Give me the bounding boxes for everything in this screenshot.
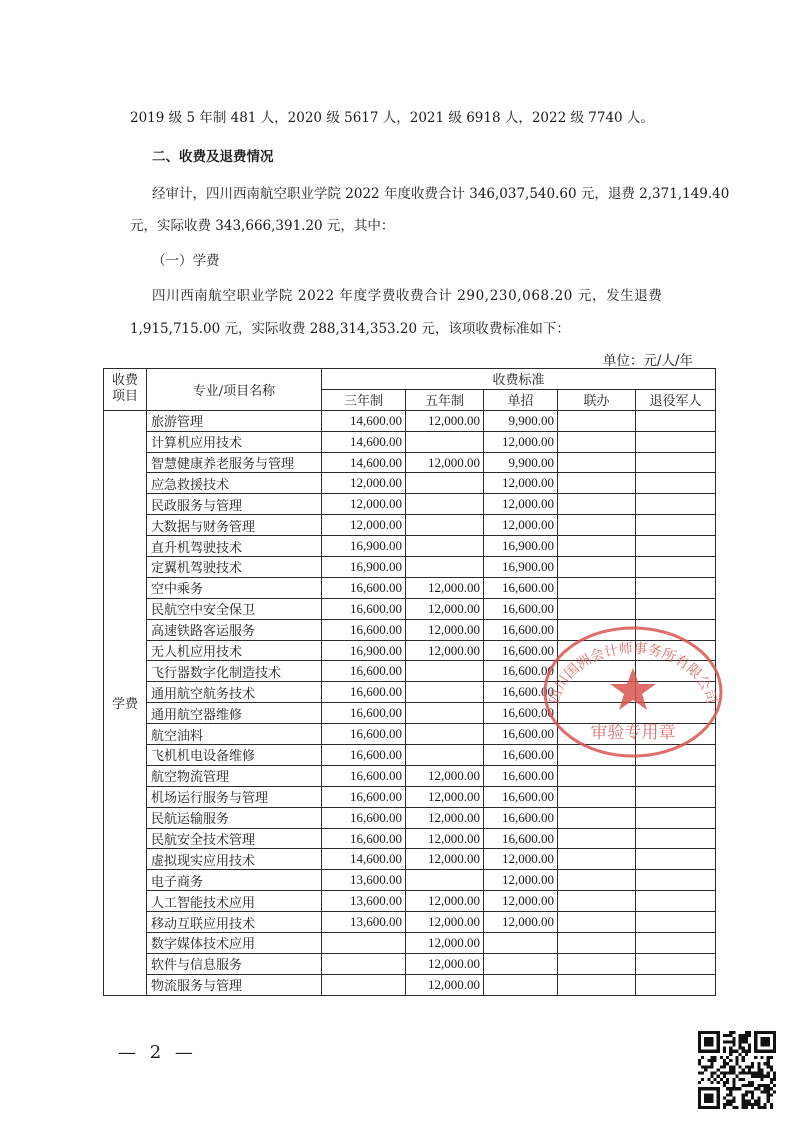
fee-value-cell: 12,000.00 bbox=[322, 515, 406, 536]
fee-value-cell bbox=[558, 473, 636, 494]
fee-value-cell: 14,600.00 bbox=[322, 849, 406, 870]
program-name-cell: 高速铁路客运服务 bbox=[147, 619, 322, 640]
fee-value-cell bbox=[636, 870, 716, 891]
fee-value-cell: 12,000.00 bbox=[484, 494, 558, 515]
program-name-cell: 数字媒体技术应用 bbox=[147, 933, 322, 954]
fee-value-cell bbox=[636, 786, 716, 807]
fee-value-cell: 13,600.00 bbox=[322, 870, 406, 891]
fee-value-cell: 12,000.00 bbox=[406, 619, 484, 640]
table-row bbox=[104, 765, 716, 786]
fee-value-cell: 9,900.00 bbox=[484, 452, 558, 473]
program-name-cell: 人工智能技术应用 bbox=[147, 891, 322, 912]
fee-value-cell: 16,600.00 bbox=[322, 577, 406, 598]
fee-value-cell bbox=[636, 953, 716, 974]
fee-value-cell: 16,900.00 bbox=[322, 536, 406, 557]
fee-value-cell: 12,000.00 bbox=[484, 431, 558, 452]
fee-value-cell: 12,000.00 bbox=[484, 912, 558, 933]
fee-value-cell bbox=[558, 807, 636, 828]
program-name-cell: 物流服务与管理 bbox=[147, 974, 322, 995]
fee-value-cell bbox=[636, 473, 716, 494]
fee-value-cell bbox=[406, 494, 484, 515]
fee-value-cell: 12,000.00 bbox=[406, 765, 484, 786]
header-fee-item: 收费项目 bbox=[104, 369, 147, 411]
fee-value-cell: 14,600.00 bbox=[322, 452, 406, 473]
fee-value-cell: 12,000.00 bbox=[322, 494, 406, 515]
fee-value-cell bbox=[406, 682, 484, 703]
fee-value-cell bbox=[558, 598, 636, 619]
fee-value-cell: 14,600.00 bbox=[322, 431, 406, 452]
fee-value-cell: 16,900.00 bbox=[484, 557, 558, 578]
fee-value-cell: 12,000.00 bbox=[484, 849, 558, 870]
program-name-cell: 旅游管理 bbox=[147, 410, 322, 431]
program-name-cell: 软件与信息服务 bbox=[147, 953, 322, 974]
table-row bbox=[104, 912, 716, 933]
page-number: — 2 — bbox=[118, 1042, 197, 1063]
fee-value-cell: 16,600.00 bbox=[322, 807, 406, 828]
fee-value-cell: 12,000.00 bbox=[406, 577, 484, 598]
table-row bbox=[104, 870, 716, 891]
fee-value-cell: 16,600.00 bbox=[484, 619, 558, 640]
fee-value-cell bbox=[636, 598, 716, 619]
table-row bbox=[104, 473, 716, 494]
fee-value-cell: 16,900.00 bbox=[322, 640, 406, 661]
fee-value-cell: 16,900.00 bbox=[322, 557, 406, 578]
fee-value-cell bbox=[558, 786, 636, 807]
fee-value-cell bbox=[558, 933, 636, 954]
fee-value-cell bbox=[558, 452, 636, 473]
fee-value-cell: 16,600.00 bbox=[322, 786, 406, 807]
fee-value-cell bbox=[636, 494, 716, 515]
fee-value-cell: 9,900.00 bbox=[484, 410, 558, 431]
program-name-cell: 通用航空器维修 bbox=[147, 703, 322, 724]
fee-value-cell bbox=[406, 515, 484, 536]
fee-value-cell: 16,600.00 bbox=[322, 765, 406, 786]
fee-value-cell bbox=[558, 410, 636, 431]
fee-value-cell: 12,000.00 bbox=[406, 974, 484, 995]
fee-value-cell: 16,900.00 bbox=[484, 536, 558, 557]
program-name-cell: 应急救援技术 bbox=[147, 473, 322, 494]
fee-value-cell: 16,600.00 bbox=[322, 724, 406, 745]
fee-value-cell bbox=[558, 577, 636, 598]
fee-value-cell bbox=[636, 765, 716, 786]
header-veteran: 退役军人 bbox=[636, 389, 716, 410]
fee-value-cell bbox=[484, 953, 558, 974]
fee-value-cell bbox=[558, 828, 636, 849]
fee-value-cell: 16,600.00 bbox=[484, 828, 558, 849]
fee-value-cell: 12,000.00 bbox=[484, 891, 558, 912]
fee-value-cell bbox=[636, 828, 716, 849]
fee-value-cell bbox=[558, 536, 636, 557]
fee-value-cell: 13,600.00 bbox=[322, 912, 406, 933]
svg-text:审验专用章: 审验专用章 bbox=[590, 723, 676, 743]
table-row bbox=[104, 891, 716, 912]
table-row bbox=[104, 536, 716, 557]
fee-value-cell bbox=[636, 891, 716, 912]
header-single-enroll: 单招 bbox=[484, 389, 558, 410]
body-text-line-4: 四川西南航空职业学院 2022 年度学费收费合计 290,230,068.20 元，发生退费 bbox=[152, 288, 663, 304]
table-row bbox=[104, 849, 716, 870]
fee-value-cell: 16,600.00 bbox=[484, 682, 558, 703]
program-name-cell: 电子商务 bbox=[147, 870, 322, 891]
fee-value-cell bbox=[406, 431, 484, 452]
fee-value-cell bbox=[636, 807, 716, 828]
program-name-cell: 机场运行服务与管理 bbox=[147, 786, 322, 807]
fee-value-cell bbox=[558, 765, 636, 786]
fee-value-cell bbox=[484, 974, 558, 995]
program-name-cell: 民航运输服务 bbox=[147, 807, 322, 828]
header-five-year: 五年制 bbox=[406, 389, 484, 410]
fee-value-cell bbox=[558, 849, 636, 870]
table-row bbox=[104, 431, 716, 452]
fee-value-cell: 12,000.00 bbox=[406, 786, 484, 807]
fee-value-cell bbox=[322, 953, 406, 974]
body-text-line-5: 1,915,715.00 元，实际收费 288,314,353.20 元，该项收费标准如下： bbox=[130, 321, 570, 337]
program-name-cell: 民政服务与管理 bbox=[147, 494, 322, 515]
program-name-cell: 直升机驾驶技术 bbox=[147, 536, 322, 557]
fee-value-cell bbox=[406, 536, 484, 557]
fee-value-cell: 12,000.00 bbox=[406, 807, 484, 828]
table-row bbox=[104, 807, 716, 828]
body-text-line-1: 2019 级 5 年制 481 人，2020 级 5617 人，2021 级 6918 人，2022 级 7740 人。 bbox=[130, 110, 654, 126]
fee-value-cell bbox=[406, 724, 484, 745]
body-text-line-3: 元，实际收费 343,666,391.20 元，其中： bbox=[130, 218, 395, 234]
fee-value-cell bbox=[406, 661, 484, 682]
fee-value-cell: 16,600.00 bbox=[484, 807, 558, 828]
fee-value-cell bbox=[558, 431, 636, 452]
fee-value-cell bbox=[558, 953, 636, 974]
fee-value-cell bbox=[406, 703, 484, 724]
fee-value-cell bbox=[484, 933, 558, 954]
program-name-cell: 飞机机电设备维修 bbox=[147, 745, 322, 766]
fee-value-cell bbox=[636, 974, 716, 995]
body-text-line-2: 经审计，四川西南航空职业学院 2022 年度收费合计 346,037,540.60 元，退费 2,371,149.40 bbox=[152, 186, 730, 202]
table-row bbox=[104, 515, 716, 536]
fee-value-cell bbox=[558, 515, 636, 536]
fee-value-cell: 16,600.00 bbox=[484, 640, 558, 661]
program-name-cell: 民航安全技术管理 bbox=[147, 828, 322, 849]
fee-value-cell bbox=[558, 912, 636, 933]
table-row bbox=[104, 953, 716, 974]
fee-value-cell bbox=[636, 452, 716, 473]
header-three-year: 三年制 bbox=[322, 389, 406, 410]
table-row bbox=[104, 410, 716, 431]
fee-value-cell: 12,000.00 bbox=[322, 473, 406, 494]
fee-value-cell: 16,600.00 bbox=[322, 745, 406, 766]
subsection-heading: （一）学费 bbox=[152, 253, 220, 269]
table-row bbox=[104, 828, 716, 849]
fee-value-cell bbox=[558, 974, 636, 995]
fee-value-cell bbox=[636, 557, 716, 578]
fee-value-cell: 16,600.00 bbox=[484, 765, 558, 786]
fee-value-cell: 12,000.00 bbox=[406, 891, 484, 912]
header-fee-standard: 收费标准 bbox=[322, 369, 716, 390]
table-row bbox=[104, 557, 716, 578]
fee-value-cell: 16,600.00 bbox=[322, 661, 406, 682]
seal-star-icon bbox=[610, 668, 656, 710]
fee-value-cell: 16,600.00 bbox=[322, 703, 406, 724]
fee-value-cell bbox=[406, 870, 484, 891]
fee-value-cell: 16,600.00 bbox=[484, 661, 558, 682]
fee-value-cell: 16,600.00 bbox=[484, 724, 558, 745]
program-name-cell: 航空物流管理 bbox=[147, 765, 322, 786]
program-name-cell: 民航空中安全保卫 bbox=[147, 598, 322, 619]
program-name-cell: 移动互联应用技术 bbox=[147, 912, 322, 933]
fee-value-cell: 16,600.00 bbox=[484, 745, 558, 766]
fee-value-cell: 16,600.00 bbox=[322, 682, 406, 703]
fee-value-cell bbox=[636, 536, 716, 557]
header-program-name: 专业/项目名称 bbox=[147, 369, 322, 411]
fee-value-cell bbox=[558, 557, 636, 578]
fee-value-cell: 16,600.00 bbox=[484, 703, 558, 724]
fee-value-cell: 16,600.00 bbox=[322, 828, 406, 849]
header-joint: 联办 bbox=[558, 389, 636, 410]
fee-value-cell: 12,000.00 bbox=[406, 410, 484, 431]
table-row bbox=[104, 577, 716, 598]
table-row bbox=[104, 933, 716, 954]
fee-value-cell: 12,000.00 bbox=[406, 849, 484, 870]
program-name-cell: 计算机应用技术 bbox=[147, 431, 322, 452]
program-name-cell: 通用航空航务技术 bbox=[147, 682, 322, 703]
table-header-row-1 bbox=[104, 369, 716, 390]
svg-text:四川国洲会计师事务所有限公司: 四川国洲会计师事务所有限公司 bbox=[547, 640, 719, 706]
program-name-cell: 无人机应用技术 bbox=[147, 640, 322, 661]
fee-value-cell: 16,600.00 bbox=[484, 598, 558, 619]
fee-value-cell: 12,000.00 bbox=[484, 870, 558, 891]
table-row bbox=[104, 786, 716, 807]
audit-seal-stamp bbox=[538, 620, 728, 758]
fee-category-cell: 学费 bbox=[104, 410, 147, 995]
fee-value-cell: 16,600.00 bbox=[322, 598, 406, 619]
fee-value-cell bbox=[322, 933, 406, 954]
fee-value-cell: 12,000.00 bbox=[406, 953, 484, 974]
fee-value-cell: 16,600.00 bbox=[484, 786, 558, 807]
fee-value-cell bbox=[636, 431, 716, 452]
fee-value-cell bbox=[558, 891, 636, 912]
fee-value-cell bbox=[558, 494, 636, 515]
program-name-cell: 大数据与财务管理 bbox=[147, 515, 322, 536]
fee-value-cell bbox=[636, 933, 716, 954]
fee-value-cell bbox=[406, 473, 484, 494]
fee-value-cell bbox=[636, 912, 716, 933]
fee-value-cell bbox=[406, 745, 484, 766]
program-name-cell: 空中乘务 bbox=[147, 577, 322, 598]
fee-value-cell bbox=[406, 557, 484, 578]
fee-value-cell bbox=[558, 870, 636, 891]
unit-label: 单位：元/人/年 bbox=[602, 353, 693, 369]
table-row bbox=[104, 974, 716, 995]
fee-value-cell bbox=[636, 849, 716, 870]
table-row bbox=[104, 494, 716, 515]
program-name-cell: 虚拟现实应用技术 bbox=[147, 849, 322, 870]
fee-value-cell: 12,000.00 bbox=[406, 912, 484, 933]
fee-value-cell: 16,600.00 bbox=[484, 577, 558, 598]
fee-value-cell: 13,600.00 bbox=[322, 891, 406, 912]
fee-value-cell: 14,600.00 bbox=[322, 410, 406, 431]
fee-value-cell: 12,000.00 bbox=[406, 640, 484, 661]
fee-value-cell bbox=[636, 577, 716, 598]
fee-value-cell: 12,000.00 bbox=[484, 473, 558, 494]
fee-value-cell bbox=[636, 515, 716, 536]
program-name-cell: 定翼机驾驶技术 bbox=[147, 557, 322, 578]
fee-value-cell: 12,000.00 bbox=[484, 515, 558, 536]
program-name-cell: 飞行器数字化制造技术 bbox=[147, 661, 322, 682]
fee-value-cell: 12,000.00 bbox=[406, 933, 484, 954]
fee-value-cell: 12,000.00 bbox=[406, 452, 484, 473]
program-name-cell: 智慧健康养老服务与管理 bbox=[147, 452, 322, 473]
qr-code-icon bbox=[698, 1030, 776, 1110]
section-heading: 二、收费及退费情况 bbox=[152, 149, 274, 165]
fee-value-cell: 16,600.00 bbox=[322, 619, 406, 640]
fee-value-cell bbox=[636, 410, 716, 431]
fee-value-cell: 12,000.00 bbox=[406, 598, 484, 619]
table-row bbox=[104, 598, 716, 619]
program-name-cell: 航空油料 bbox=[147, 724, 322, 745]
fee-value-cell: 12,000.00 bbox=[406, 828, 484, 849]
table-row bbox=[104, 452, 716, 473]
fee-value-cell bbox=[322, 974, 406, 995]
